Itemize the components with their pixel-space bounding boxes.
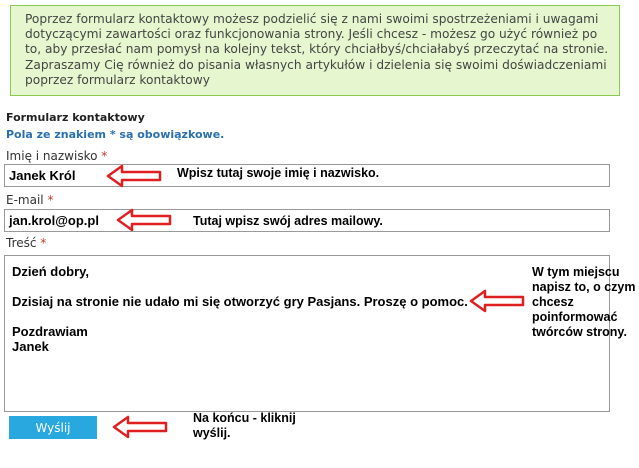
name-label xyxy=(6,149,107,163)
form-title: Formularz kontaktowy xyxy=(6,111,145,124)
message-line: Janek xyxy=(12,339,49,354)
annotation-name: Wpisz tutaj swoje imię i nazwisko. xyxy=(177,166,380,180)
submit-button-label: Wyślij xyxy=(35,420,71,435)
annotation-submit-line: wyślij. xyxy=(193,426,231,440)
annotation-submit-line: Na końcu - kliknij xyxy=(193,411,296,425)
message-label xyxy=(6,236,46,250)
message-textarea[interactable] xyxy=(4,255,610,412)
annotation-message-line: poinformować xyxy=(532,310,618,324)
annotation-submit xyxy=(193,411,296,441)
annotation-message xyxy=(532,265,636,340)
arrow-left-icon xyxy=(469,289,525,313)
arrow-left-icon xyxy=(106,164,162,188)
message-label-text: Treść xyxy=(6,236,37,250)
email-input-value: jan.krol@op.pl xyxy=(9,213,99,228)
annotation-email: Tutaj wpisz swój adres mailowy. xyxy=(193,214,383,228)
email-label-text: E-mail xyxy=(6,193,44,207)
annotation-message-line: W tym miejscu xyxy=(532,265,620,279)
annotation-message-line: twórców strony. xyxy=(532,325,627,339)
info-text: Poprzez formularz kontaktowy możesz podzielić się z nami swoimi spostrzeżeniami i uwagami dotyczącymi zawartości oraz funkcjonowania strony. Jeśli chcesz - możesz go użyć również po to, aby przesłać nam pomysł na kolejny tekst, który chciałbyś/chciałabyś przeczytać na stronie. Zapraszamy Cię również do pisania własnych artykułów i dzielenia się swoimi doświadczeniami poprzez formularz kontaktowy xyxy=(25,12,609,87)
required-note: Pola ze znakiem * są obowiązkowe. xyxy=(6,128,225,141)
annotation-message-line: chcesz xyxy=(532,295,574,309)
submit-button[interactable] xyxy=(9,416,97,439)
arrow-left-icon xyxy=(116,208,172,232)
message-line: Dzień dobry, xyxy=(12,264,90,279)
email-label xyxy=(6,193,53,207)
required-star: * xyxy=(47,193,54,207)
required-star: * xyxy=(40,236,47,250)
required-star: * xyxy=(101,149,108,163)
message-line: Pozdrawiam xyxy=(12,324,88,339)
annotation-message-line: napisz to, o czym xyxy=(532,280,636,294)
arrow-left-icon xyxy=(112,415,168,439)
name-input-value: Janek Król xyxy=(9,168,76,183)
message-line: Dzisiaj na stronie nie udało mi się otworzyć gry Pasjans. Proszę o pomoc. xyxy=(12,294,468,309)
info-box xyxy=(10,5,620,96)
name-label-text: Imię i nazwisko xyxy=(6,149,98,163)
